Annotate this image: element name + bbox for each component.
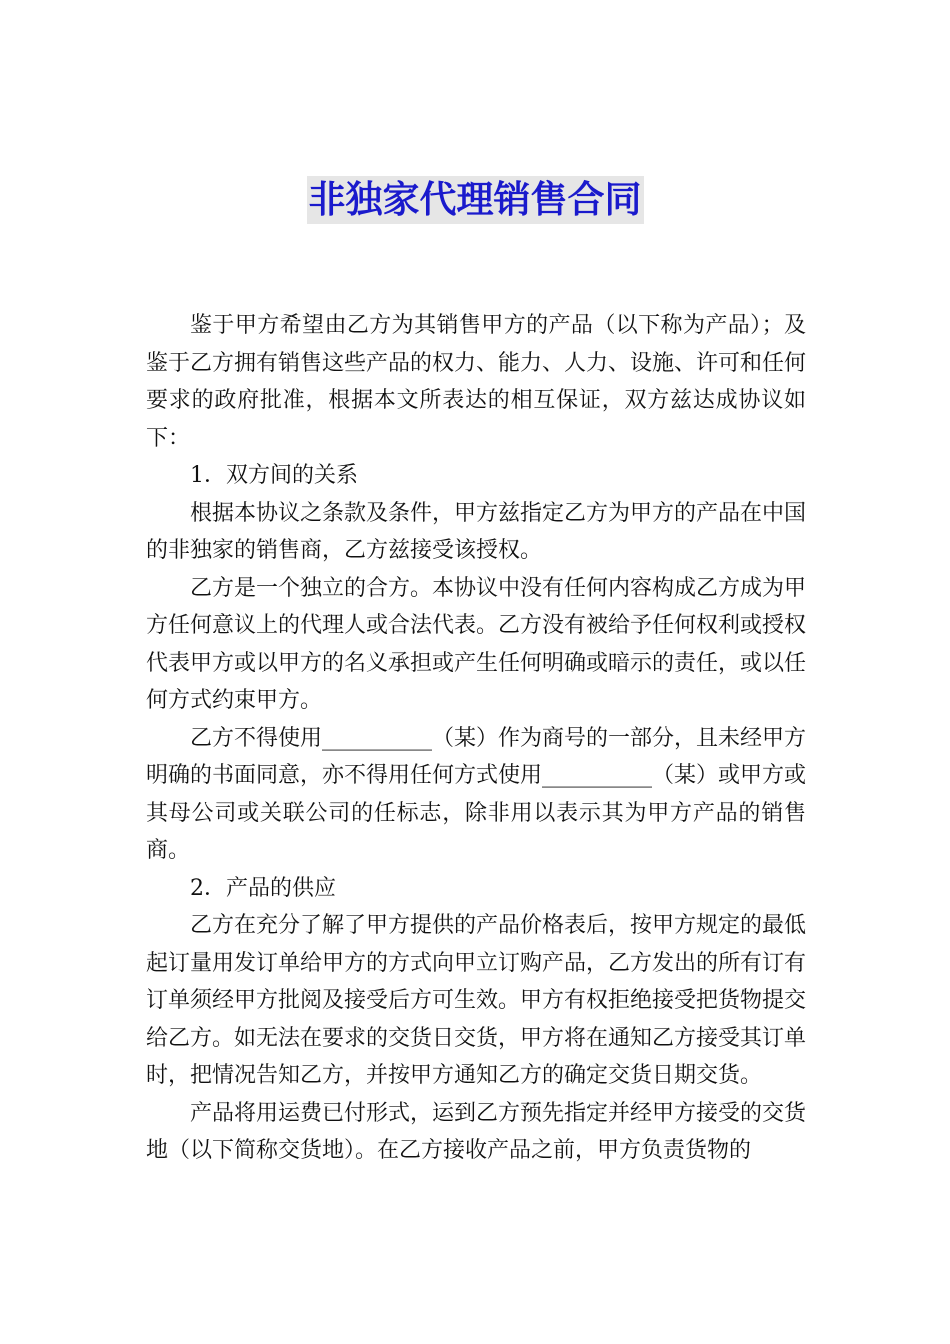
paragraph-appointment: 根据本协议之条款及条件，甲方兹指定乙方为甲方的产品在中国的非独家的销售商，乙方兹接受该授权。: [146, 500, 807, 563]
document-title: 非独家代理销售合同: [307, 176, 644, 224]
paragraph-independent-party: 乙方是一个独立的合方。本协议中没有任何内容构成乙方成为甲方任何意议上的代理人或合法代表。乙方没有被给予任何权利或授权代表甲方或以甲方的名义承担或产生任何明确或暗示的责任，或以任何方式约束甲方。: [146, 575, 807, 713]
document-body: [146, 307, 806, 1170]
paragraph-trade-name: 乙方不得使用__________（某）作为商号的一部分，且未经甲方明确的书面同意，亦不得用任何方式使用__________（某）或甲方或其母公司或关联公司的任标志，除非用以表示其为甲方产品的销售商。: [146, 725, 807, 863]
section-heading-relationship: 1．双方间的关系: [190, 463, 358, 488]
paragraph-delivery: 产品将用运费已付形式，运到乙方预先指定并经甲方接受的交货地（以下简称交货地）。在乙方接收产品之前，甲方负责货物的: [146, 1100, 807, 1163]
paragraph-preamble: 鉴于甲方希望由乙方为其销售甲方的产品（以下称为产品）；及鉴于乙方拥有销售这些产品的权力、能力、人力、设施、许可和任何要求的政府批准，根据本文所表达的相互保证，双方兹达成协议如下：: [146, 313, 807, 451]
section-heading-supply: 2．产品的供应: [190, 875, 336, 901]
paragraph-ordering: 乙方在充分了解了甲方提供的产品价格表后，按甲方规定的最低起订量用发订单给甲方的方式向甲立订购产品，乙方发出的所有订有订单须经甲方批阅及接受后方可生效。甲方有权拒绝接受把货物提交给乙方。如无法在要求的交货日交货，甲方将在通知乙方接受其订单时，把情况告知乙方，并按甲方通知乙方的确定交货日期交货。: [146, 913, 807, 1088]
title-container: [0, 176, 950, 224]
